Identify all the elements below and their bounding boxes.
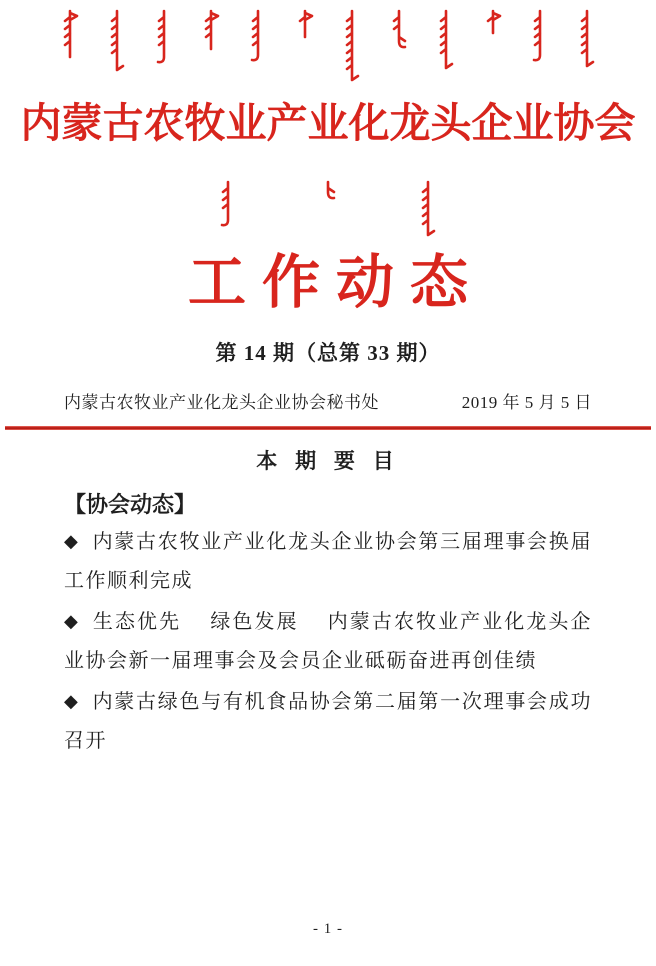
issue-date: 2019 年 5 月 5 日	[461, 393, 592, 412]
toc-item-text: 内蒙古农牧业产业化龙头企业协会第三届理事会换届工作顺利完成	[64, 531, 592, 592]
mongolian-script-word	[578, 8, 596, 70]
masthead-meta-row	[0, 388, 656, 413]
mongolian-script-word	[61, 8, 79, 60]
mongolian-script-word	[249, 8, 267, 64]
mongolian-script-word	[531, 8, 549, 64]
toc-list	[0, 523, 656, 761]
mongolian-script-word	[319, 179, 337, 201]
mongolian-script-word	[484, 8, 502, 36]
mongolian-script-word	[155, 8, 173, 66]
publisher-name: 内蒙古农牧业产业化龙头企业协会秘书处	[64, 393, 379, 412]
page-number: - 1 -	[313, 921, 343, 937]
mongolian-script-row-mid	[0, 179, 656, 231]
toc-item-text: 内蒙古绿色与有机食品协会第二届第一次理事会成功召开	[64, 691, 592, 752]
mongolian-script-word	[437, 8, 455, 72]
toc-item	[64, 523, 592, 601]
toc-item	[64, 603, 592, 681]
mongolian-script-word	[296, 8, 314, 40]
toc-section-title: 本 期 要 目	[256, 450, 400, 473]
organization-title: 内蒙古农牧业产业化龙头企业协会	[20, 100, 636, 146]
issue-number: 第 14 期（总第 33 期）	[215, 341, 441, 365]
bulletin-title: 工作动态	[187, 250, 484, 315]
mongolian-script-word	[343, 8, 361, 84]
diamond-bullet-icon: ◆	[64, 691, 80, 712]
mongolian-script-word	[219, 179, 237, 229]
mongolian-script-word	[108, 8, 126, 74]
diamond-bullet-icon: ◆	[64, 611, 80, 632]
toc-item	[64, 683, 592, 761]
toc-item-text: 生态优先 绿色发展 内蒙古农牧业产业化龙头企业协会新一届理事会及会员企业砥砺奋进再创佳绩	[64, 611, 592, 672]
masthead-divider-rule	[5, 426, 651, 430]
diamond-bullet-icon: ◆	[64, 531, 80, 552]
mongolian-script-word	[390, 8, 408, 50]
mongolian-script-word	[419, 179, 437, 239]
mongolian-script-word	[202, 8, 220, 52]
toc-category-header: 【协会动态】	[64, 492, 197, 517]
mongolian-script-row-top	[0, 8, 656, 86]
